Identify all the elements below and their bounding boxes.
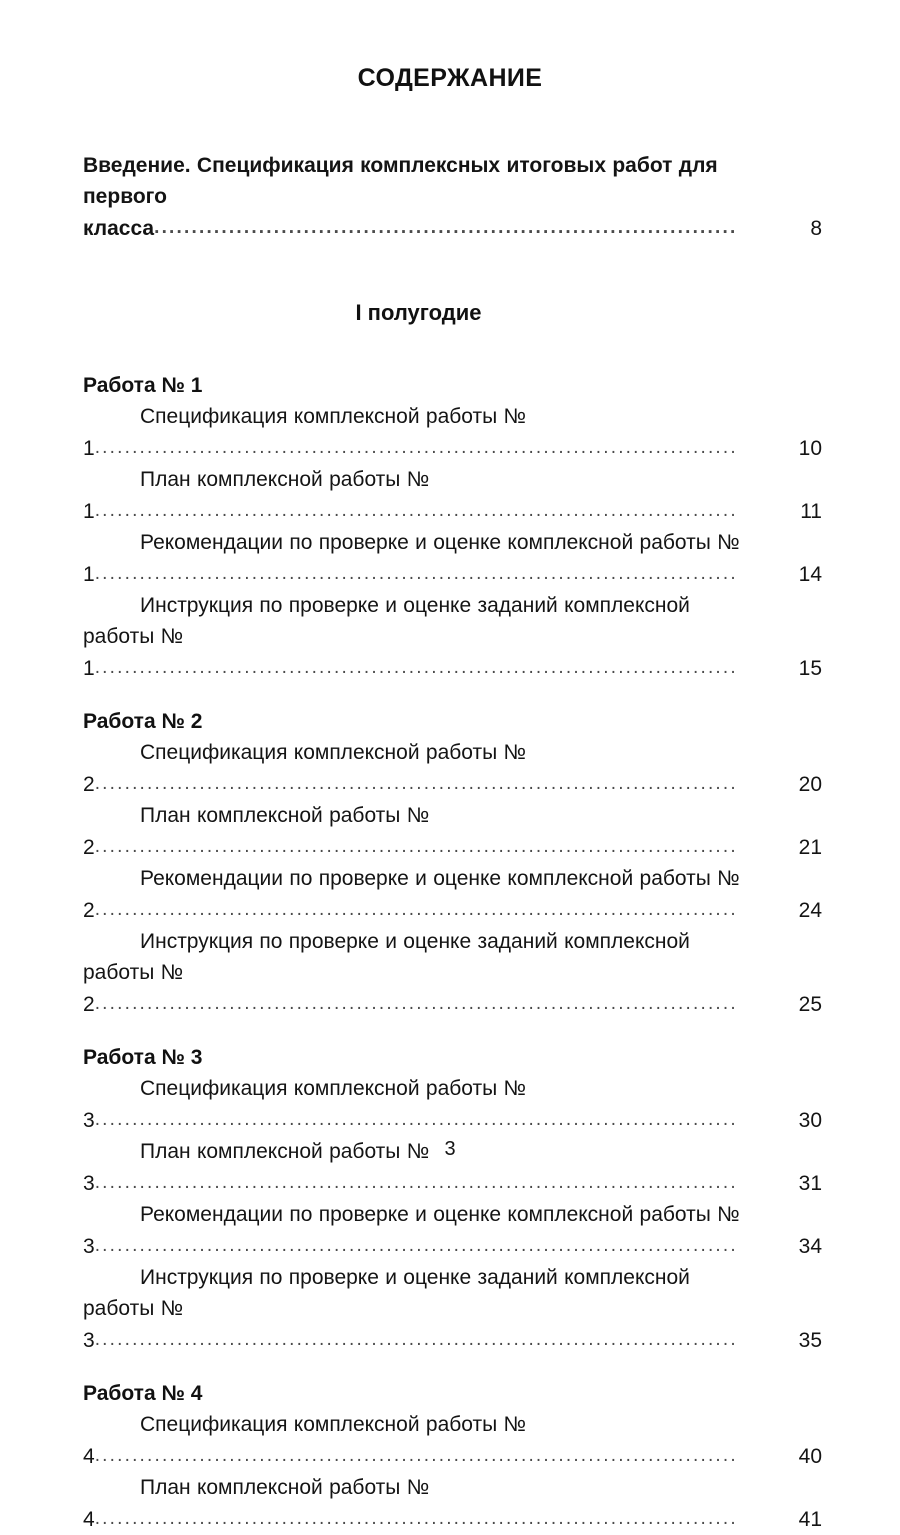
toc-entry-label [83, 1199, 822, 1262]
toc-entry-label [83, 863, 822, 926]
toc-entry[interactable] [83, 1262, 822, 1356]
toc-entry-title: Рекомендации по проверке и оценке комплексной работы № 2 [83, 867, 740, 922]
toc-entry-title: Спецификация комплексной работы № 3 [83, 1077, 527, 1132]
toc-entry-title: План комплексной работы № 2 [83, 804, 430, 859]
toc-entry-page: 24 [798, 899, 822, 922]
toc-entry-page: 35 [798, 1329, 822, 1352]
page-title: СОДЕРЖАНИЕ [357, 64, 543, 92]
toc-content [83, 150, 822, 1535]
toc-entry[interactable] [83, 590, 822, 684]
toc-entry-label [83, 1409, 822, 1472]
toc-entry-title: План комплексной работы № 4 [83, 1476, 430, 1531]
toc-entry[interactable] [83, 800, 822, 863]
toc-entry[interactable] [83, 1409, 822, 1472]
toc-entry-label [83, 590, 822, 684]
toc-entry-page: 15 [798, 657, 822, 680]
toc-entry-label [83, 527, 822, 590]
spacer [83, 244, 822, 300]
spacer [83, 1020, 822, 1042]
toc-entry-label [83, 800, 822, 863]
toc-entry-title: Введение. Спецификация комплексных итоговых работ для первого класса [83, 154, 718, 240]
toc-entry-label [83, 150, 822, 244]
dot-leader: ...................................................................................... [94, 437, 738, 458]
toc-entry-title: Спецификация комплексной работы № 4 [83, 1413, 527, 1468]
block-heading: Работа № 4 [83, 1382, 203, 1405]
toc-entry-title: Рекомендации по проверке и оценке комплексной работы № 1 [83, 531, 740, 586]
toc-entry[interactable] [83, 1199, 822, 1262]
toc-entry-label [83, 1472, 822, 1535]
toc-entry-title: Инструкция по проверке и оценке заданий комплексной работы № 3 [83, 1266, 690, 1352]
toc-entry-page: 21 [798, 836, 822, 859]
toc-block-list [83, 370, 822, 1535]
toc-entry-title: Спецификация комплексной работы № 2 [83, 741, 527, 796]
part-heading: I полугодие [355, 300, 482, 325]
page-folio: 3 [444, 1138, 456, 1160]
toc-entry[interactable] [83, 527, 822, 590]
dot-leader: ...................................................................................... [94, 993, 738, 1014]
dot-leader: ...................................................................................... [94, 1109, 738, 1130]
toc-entry-title: Инструкция по проверке и оценке заданий комплексной работы № 2 [83, 930, 690, 1016]
toc-entry-label [83, 1073, 822, 1136]
dot-leader: ...................................................................................... [94, 500, 738, 521]
spacer [83, 326, 822, 370]
toc-entry-label [83, 1262, 822, 1356]
dot-leader: ...................................................................................... [94, 563, 738, 584]
dot-leader: ...................................................................................... [94, 1445, 738, 1466]
block-heading: Работа № 3 [83, 1046, 203, 1069]
dot-leader: ...................................................................................... [94, 657, 738, 678]
toc-entry[interactable] [83, 926, 822, 1020]
toc-entry-page: 11 [800, 500, 822, 523]
toc-entry-label [83, 401, 822, 464]
spacer [83, 684, 822, 706]
toc-entry-page: 10 [798, 437, 822, 460]
toc-entry-page: 20 [798, 773, 822, 796]
toc-entry-title: Инструкция по проверке и оценке заданий комплексной работы № 1 [83, 594, 690, 680]
toc-entry-page: 14 [798, 563, 822, 586]
dot-leader: ...................................................................................... [94, 1172, 738, 1193]
toc-entry-label [83, 737, 822, 800]
toc-entry[interactable] [83, 401, 822, 464]
toc-entry[interactable] [83, 1472, 822, 1535]
toc-entry-page: 31 [798, 1172, 822, 1195]
toc-entry-title: План комплексной работы № 1 [83, 468, 430, 523]
dot-leader: ...................................................................................... [94, 773, 738, 794]
dot-leader: ...................................................................................... [94, 1329, 738, 1350]
dot-leader: ...................................................................................... [94, 1235, 738, 1256]
dot-leader: .............................................................................. [154, 217, 738, 238]
toc-entry-page: 41 [798, 1508, 822, 1531]
toc-entry-page: 8 [810, 217, 822, 240]
dot-leader: ...................................................................................... [94, 1508, 738, 1529]
spacer [83, 1356, 822, 1378]
dot-leader: ...................................................................................... [94, 899, 738, 920]
block-heading: Работа № 1 [83, 374, 203, 397]
dot-leader: ...................................................................................... [94, 836, 738, 857]
toc-entry[interactable] [83, 464, 822, 527]
block-heading: Работа № 2 [83, 710, 203, 733]
toc-entry[interactable] [83, 1073, 822, 1136]
toc-entry[interactable] [83, 737, 822, 800]
toc-entry-page: 34 [798, 1235, 822, 1258]
toc-entry-page: 30 [798, 1109, 822, 1132]
toc-entry-page: 40 [798, 1445, 822, 1468]
toc-entry-label [83, 464, 822, 527]
toc-entry-title: План комплексной работы № 3 [83, 1140, 430, 1195]
toc-entry-intro[interactable] [83, 150, 822, 244]
toc-entry-title: Рекомендации по проверке и оценке комплексной работы № 3 [83, 1203, 740, 1258]
toc-entry[interactable] [83, 863, 822, 926]
toc-entry-title: Спецификация комплексной работы № 1 [83, 405, 527, 460]
toc-entry-page: 25 [798, 993, 822, 1016]
toc-entry-label [83, 926, 822, 1020]
